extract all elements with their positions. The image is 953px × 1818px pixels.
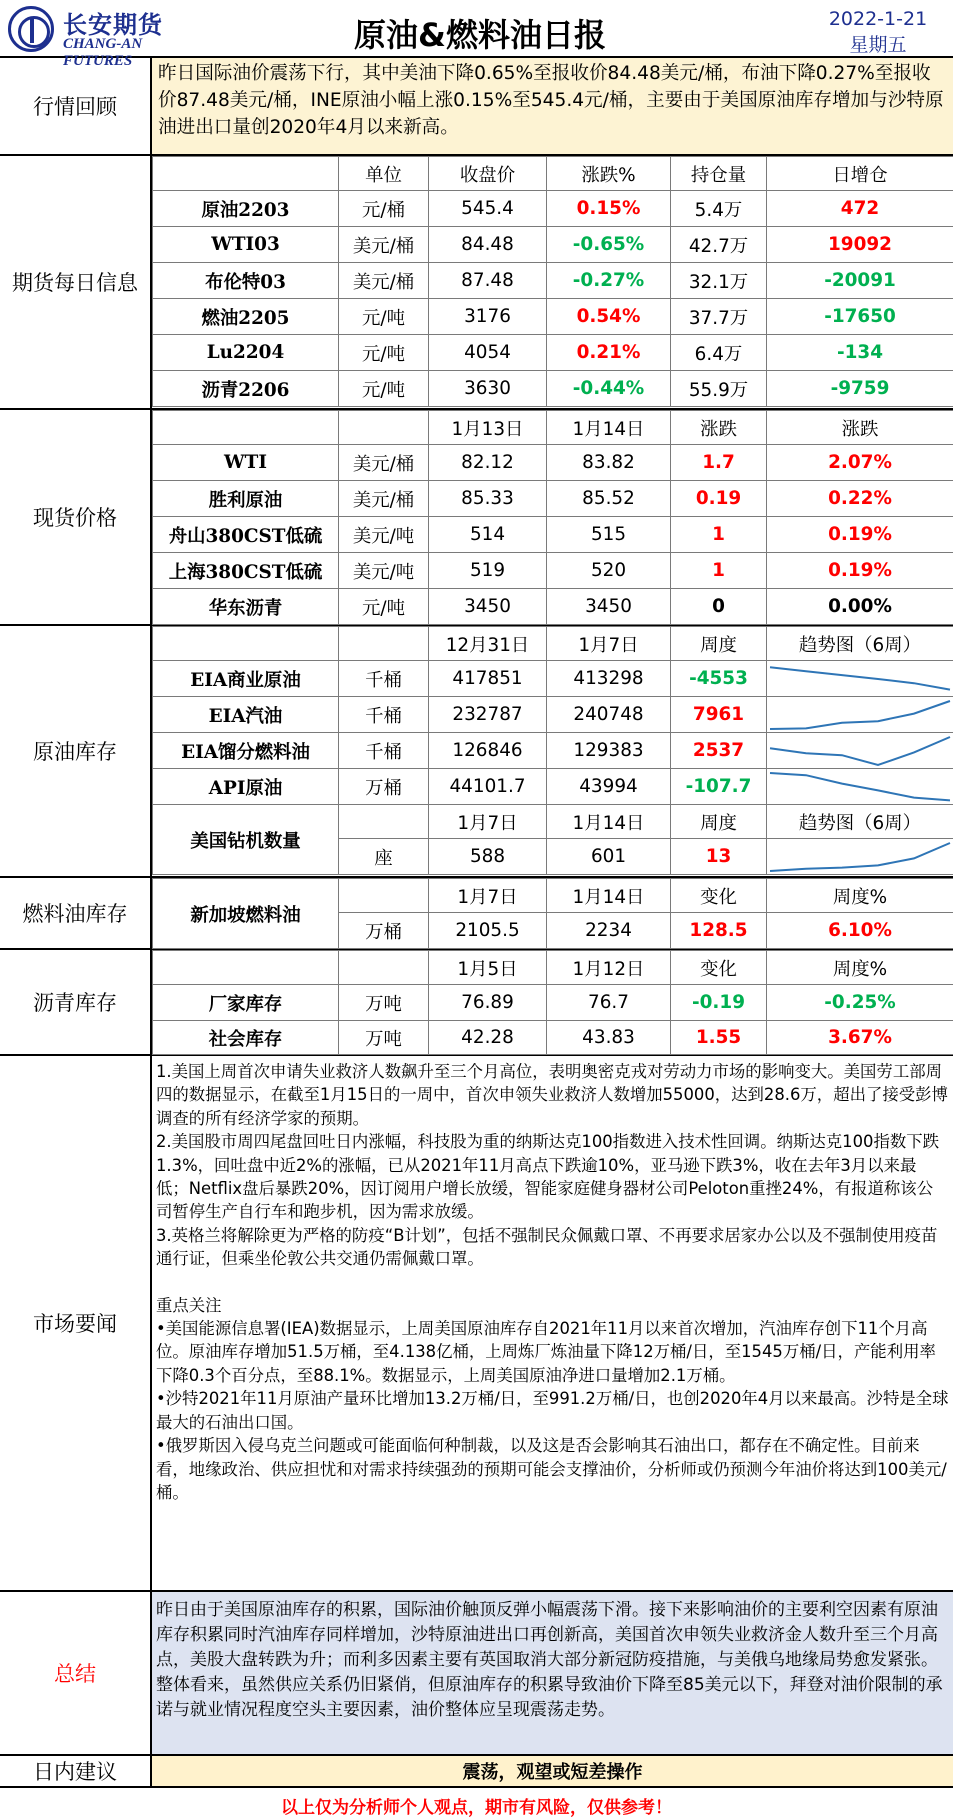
news-paragraph: •沙特2021年11月原油产量环比增加13.2万桶/日，至991.2万桶/日，也创2020年4月以来最高。沙特是全球最大的石油出口国。	[156, 1387, 949, 1434]
table-row	[153, 227, 953, 263]
column-header: 涨跌	[671, 411, 767, 445]
daily-oi-change-cell: 472	[767, 191, 953, 227]
report-weekday: 星期五	[803, 32, 953, 58]
change-cell: 0.54%	[547, 299, 671, 335]
company-name-cn: 长安期货	[63, 5, 163, 40]
daily-oi-change-cell: -17650	[767, 299, 953, 335]
change-pct-cell: 0.22%	[767, 481, 953, 517]
price-day2-cell: 85.52	[547, 481, 671, 517]
spot-name: 舟山380CST低硫	[153, 517, 339, 553]
change-pct-cell: 0.19%	[767, 553, 953, 589]
news-paragraph: •美国能源信息署(IEA)数据显示，上周美国原油库存自2021年11月以来首次增加，汽油库存创下11个月高位。原油库存增加51.5万桶，至4.138亿桶，上周炼厂炼油量下降12万桶/日，至1545万桶/日，产能利用率下降0.3个百分点，至88.1%。数据显示，上周美国原油净进口量增加2.1万桶。	[156, 1317, 949, 1387]
table-row	[153, 481, 953, 517]
value-week1-cell: 417851	[429, 661, 547, 697]
value-week1-cell: 588	[429, 839, 547, 875]
trend-cell	[767, 839, 953, 875]
price-day1-cell: 519	[429, 553, 547, 589]
advice-text: 震荡，观望或短差操作	[463, 1758, 643, 1784]
section-label: 燃料油库存	[0, 878, 152, 948]
daily-oi-change-cell: 19092	[767, 227, 953, 263]
contract-name: Lu2204	[153, 335, 339, 371]
change-pct-cell: -0.25%	[767, 985, 953, 1021]
trend-cell	[767, 733, 953, 769]
open-interest-cell: 42.7万	[671, 227, 767, 263]
price-day1-cell: 3450	[429, 589, 547, 625]
weekly-change-cell: 7961	[671, 697, 767, 733]
report-title: 原油&燃料油日报	[300, 10, 660, 56]
contract-name: 沥青2206	[153, 371, 339, 407]
change-cell: -0.27%	[547, 263, 671, 299]
unit-cell: 万桶	[339, 913, 429, 949]
column-header: 1月13日	[429, 411, 547, 445]
column-header: 1月14日	[547, 411, 671, 445]
column-header: 12月31日	[429, 627, 547, 661]
column-header: 1月7日	[547, 627, 671, 661]
spot-name: 华东沥青	[153, 589, 339, 625]
unit-cell: 美元/吨	[339, 517, 429, 553]
asphalt-stock-table	[152, 950, 953, 1055]
unit-cell: 元/吨	[339, 335, 429, 371]
news-paragraph: 2.美国股市周四尾盘回吐日内涨幅，科技股为重的纳斯达克100指数进入技术性回调。纳斯达克100指数下跌1.3%，回吐盘中近2%的涨幅，已从2021年11月高点下跌逾10%，亚马逊下跌3%，收在去年3月以来最低；Netflix盘后暴跌20%，因订阅用户增长放缓，智能家庭健身器材公司Peloton重挫24%，有报道称该公司暂停生产自行车和跑步机，因为需求放缓。	[156, 1130, 949, 1224]
column-header	[153, 157, 339, 191]
section-label: 总结	[0, 1592, 152, 1754]
inventory-name: EIA商业原油	[153, 661, 339, 697]
column-header	[339, 951, 429, 985]
asphalt-stock-section	[0, 950, 953, 1056]
trend-cell	[767, 661, 953, 697]
inventory-name: 社会库存	[153, 1021, 339, 1055]
value-week2-cell: 43.83	[547, 1021, 671, 1055]
trend-sparkline	[767, 734, 953, 768]
futures-table-wrap	[152, 156, 953, 408]
futures-section	[0, 156, 953, 410]
contract-name: 原油2203	[153, 191, 339, 227]
table-row	[153, 299, 953, 335]
focus-heading: 重点关注	[156, 1294, 949, 1317]
unit-cell: 千桶	[339, 733, 429, 769]
news-paragraph: •俄罗斯因入侵乌克兰问题或可能面临何种制裁，以及这是否会影响其石油出口，都存在不确定性。目前来看，地缘政治、供应担忧和对需求持续强劲的预期可能会支撑油价，分析师或仍预测今年油价将达到100美元/桶。	[156, 1434, 949, 1504]
price-day2-cell: 515	[547, 517, 671, 553]
change-pct-cell: 6.10%	[767, 913, 953, 949]
trend-sparkline	[767, 698, 953, 732]
value-week2-cell: 240748	[547, 697, 671, 733]
table-row	[153, 1021, 953, 1055]
column-header: 涨跌	[767, 411, 953, 445]
unit-cell: 万桶	[339, 769, 429, 805]
unit-cell: 千桶	[339, 661, 429, 697]
value-week1-cell: 232787	[429, 697, 547, 733]
spot-name: 上海380CST低硫	[153, 553, 339, 589]
table-row	[153, 553, 953, 589]
trend-line	[770, 843, 950, 871]
news-paragraph: 1.美国上周首次申请失业救济人数飙升至三个月高位，表明奥密克戎对劳动力市场的影响变大。美国劳工部周四的数据显示，在截至1月15日的一周中，首次申领失业救济人数增加55000，达到28.6万，超出了接受彭博调查的所有经济学家的预期。	[156, 1060, 949, 1130]
asphalt-stock-table-wrap	[152, 950, 953, 1054]
close-cell: 84.48	[429, 227, 547, 263]
change-pct-cell: 3.67%	[767, 1021, 953, 1055]
summary-text: 昨日由于美国原油库存的积累，国际油价触顶反弹小幅震荡下滑。接下来影响油价的主要利空因素有原油库存积累同时汽油库存同样增加，沙特原油进出口再创新高，美国首次申领失业救济金人数升至三个月高点，美股大盘转跌为升；而利多因素主要有英国取消大部分新冠防疫措施，与美俄乌地缘局势愈发紧张。整体看来，虽然供应关系仍旧紧俏，但原油库存的积累导致油价下降至85美元以下，拜登对油价限制的承诺与就业情况程度空头主要因素，油价整体应呈现震荡走势。	[152, 1592, 953, 1723]
fuel-stock-table	[152, 878, 953, 949]
column-header: 持仓量	[671, 157, 767, 191]
fuel-oil-stock-section	[0, 878, 953, 950]
table-row	[153, 517, 953, 553]
section-label: 原油库存	[0, 626, 152, 876]
inventory-name: EIA汽油	[153, 697, 339, 733]
summary-section	[0, 1592, 953, 1756]
unit-cell: 万吨	[339, 985, 429, 1021]
crude-stock-table	[152, 626, 953, 875]
inventory-name: 新加坡燃料油	[153, 879, 339, 949]
spot-name: WTI	[153, 445, 339, 481]
weekly-change-cell: -4553	[671, 661, 767, 697]
table-row	[153, 769, 953, 805]
column-header	[339, 411, 429, 445]
inventory-name: EIA馏分燃料油	[153, 733, 339, 769]
value-week1-cell: 44101.7	[429, 769, 547, 805]
unit-cell: 美元/桶	[339, 481, 429, 517]
daily-oi-change-cell: -9759	[767, 371, 953, 407]
unit-cell: 元/吨	[339, 299, 429, 335]
unit-cell: 元/吨	[339, 589, 429, 625]
column-header: 1月7日	[429, 879, 547, 913]
close-cell: 3176	[429, 299, 547, 335]
news-paragraph: 3.英格兰将解除更为严格的防疫“B计划”，包括不强制民众佩戴口罩、不再要求居家办公以及不强制使用疫苗通行证，但乘坐伦敦公共交通仍需佩戴口罩。	[156, 1224, 949, 1271]
trend-cell	[767, 769, 953, 805]
advice-body	[152, 1756, 953, 1786]
price-day2-cell: 83.82	[547, 445, 671, 481]
close-cell: 3630	[429, 371, 547, 407]
value-week2-cell: 601	[547, 839, 671, 875]
logo-emblem-icon	[8, 6, 54, 52]
table-row	[153, 371, 953, 407]
column-header: 1月12日	[547, 951, 671, 985]
trend-line	[770, 737, 950, 765]
weekly-change-cell: 13	[671, 839, 767, 875]
crude-stock-table-wrap	[152, 626, 953, 876]
value-week2-cell: 2234	[547, 913, 671, 949]
fuel-stock-table-wrap	[152, 878, 953, 948]
table-header-row	[153, 879, 953, 913]
change-cell: 128.5	[671, 913, 767, 949]
intraday-advice-section	[0, 1756, 953, 1788]
unit-cell: 元/吨	[339, 371, 429, 407]
open-interest-cell: 6.4万	[671, 335, 767, 371]
change-pct-cell: 0.19%	[767, 517, 953, 553]
trend-line	[770, 667, 950, 689]
column-header	[339, 627, 429, 661]
table-header-row	[153, 627, 953, 661]
spot-table	[152, 410, 953, 625]
value-week2-cell: 413298	[547, 661, 671, 697]
price-day2-cell: 3450	[547, 589, 671, 625]
column-header: 变化	[671, 951, 767, 985]
contract-name: 燃油2205	[153, 299, 339, 335]
unit-cell: 美元/吨	[339, 553, 429, 589]
unit-cell: 美元/桶	[339, 227, 429, 263]
value-week2-cell: 76.7	[547, 985, 671, 1021]
price-day1-cell: 514	[429, 517, 547, 553]
summary-body	[152, 1592, 953, 1754]
price-day2-cell: 520	[547, 553, 671, 589]
section-label: 日内建议	[0, 1756, 152, 1786]
table-header-row	[153, 951, 953, 985]
crude-stock-section	[0, 626, 953, 878]
change-cell: 1	[671, 517, 767, 553]
section-label: 市场要闻	[0, 1056, 152, 1590]
change-cell: 0.21%	[547, 335, 671, 371]
value-week1-cell: 2105.5	[429, 913, 547, 949]
unit-cell: 美元/桶	[339, 445, 429, 481]
section-label: 期货每日信息	[0, 156, 152, 408]
column-header	[153, 951, 339, 985]
report-date-block	[803, 6, 953, 58]
close-cell: 87.48	[429, 263, 547, 299]
column-header	[153, 627, 339, 661]
table-header-row	[153, 805, 953, 839]
close-cell: 4054	[429, 335, 547, 371]
table-row	[153, 445, 953, 481]
change-cell: -0.65%	[547, 227, 671, 263]
news-spacer	[156, 1271, 949, 1294]
change-pct-cell: 0.00%	[767, 589, 953, 625]
trend-cell	[767, 697, 953, 733]
company-name-en: CHANG-AN FUTURES	[63, 36, 208, 70]
table-row	[153, 985, 953, 1021]
futures-table	[152, 156, 953, 407]
market-news-body	[152, 1056, 953, 1590]
report-date: 2022-1-21	[803, 6, 953, 32]
column-header: 周度	[671, 627, 767, 661]
disclaimer-footer: 以上仅为分析师个人观点，期市有风险，仅供参考！	[0, 1793, 953, 1817]
weekly-change-cell: 2537	[671, 733, 767, 769]
column-header	[339, 805, 429, 839]
rig-count-name: 美国钻机数量	[153, 805, 339, 875]
change-cell: 0.15%	[547, 191, 671, 227]
column-header: 日增仓	[767, 157, 953, 191]
unit-cell: 千桶	[339, 697, 429, 733]
value-week2-cell: 129383	[547, 733, 671, 769]
change-cell: -0.44%	[547, 371, 671, 407]
section-label: 行情回顾	[0, 58, 152, 154]
value-week1-cell: 76.89	[429, 985, 547, 1021]
open-interest-cell: 5.4万	[671, 191, 767, 227]
open-interest-cell: 32.1万	[671, 263, 767, 299]
close-cell: 545.4	[429, 191, 547, 227]
column-header: 趋势图（6周）	[767, 627, 953, 661]
section-label: 沥青库存	[0, 950, 152, 1054]
table-row	[153, 263, 953, 299]
trend-sparkline	[767, 662, 953, 696]
price-day1-cell: 82.12	[429, 445, 547, 481]
column-header: 1月5日	[429, 951, 547, 985]
daily-oi-change-cell: -134	[767, 335, 953, 371]
change-pct-cell: 2.07%	[767, 445, 953, 481]
spot-table-wrap	[152, 410, 953, 624]
value-week1-cell: 42.28	[429, 1021, 547, 1055]
inventory-name: 厂家库存	[153, 985, 339, 1021]
contract-name: 布伦特03	[153, 263, 339, 299]
column-header: 单位	[339, 157, 429, 191]
market-review-text: 昨日国际油价震荡下行，其中美油下降0.65%至报收价84.48美元/桶，布油下降0.27%至报收价87.48美元/桶，INE原油小幅上涨0.15%至545.4元/桶，主要由于美国原油库存增加与沙特原油进出口量创2020年4月以来新高。	[152, 58, 953, 141]
column-header: 1月14日	[547, 805, 671, 839]
market-news-section	[0, 1056, 953, 1592]
table-row	[153, 697, 953, 733]
change-cell: 0	[671, 589, 767, 625]
trend-line	[770, 773, 950, 800]
table-row	[153, 191, 953, 227]
column-header: 周度%	[767, 951, 953, 985]
contract-name: WTI03	[153, 227, 339, 263]
change-cell: 1.7	[671, 445, 767, 481]
market-review-section	[0, 58, 953, 156]
table-row	[153, 733, 953, 769]
unit-cell: 元/桶	[339, 191, 429, 227]
change-cell: 0.19	[671, 481, 767, 517]
report-header	[0, 0, 953, 58]
market-news-text	[152, 1056, 953, 1504]
trend-sparkline	[767, 770, 953, 804]
change-cell: -0.19	[671, 985, 767, 1021]
open-interest-cell: 55.9万	[671, 371, 767, 407]
column-header: 周度%	[767, 879, 953, 913]
column-header	[153, 411, 339, 445]
column-header: 1月7日	[429, 805, 547, 839]
column-header: 涨跌%	[547, 157, 671, 191]
price-day1-cell: 85.33	[429, 481, 547, 517]
change-cell: 1.55	[671, 1021, 767, 1055]
trend-line	[770, 701, 950, 729]
unit-cell: 座	[339, 839, 429, 875]
column-header: 1月14日	[547, 879, 671, 913]
value-week2-cell: 43994	[547, 769, 671, 805]
column-header: 周度	[671, 805, 767, 839]
daily-oi-change-cell: -20091	[767, 263, 953, 299]
open-interest-cell: 37.7万	[671, 299, 767, 335]
company-logo	[8, 4, 208, 54]
table-row	[153, 335, 953, 371]
table-row	[153, 661, 953, 697]
table-header-row	[153, 157, 953, 191]
market-review-body	[152, 58, 953, 154]
unit-cell: 万吨	[339, 1021, 429, 1055]
trend-sparkline	[767, 840, 953, 874]
section-label: 现货价格	[0, 410, 152, 624]
column-header: 收盘价	[429, 157, 547, 191]
spot-name: 胜利原油	[153, 481, 339, 517]
column-header: 趋势图（6周）	[767, 805, 953, 839]
inventory-name: API原油	[153, 769, 339, 805]
value-week1-cell: 126846	[429, 733, 547, 769]
weekly-change-cell: -107.7	[671, 769, 767, 805]
unit-cell: 美元/桶	[339, 263, 429, 299]
change-cell: 1	[671, 553, 767, 589]
spot-price-section	[0, 410, 953, 626]
column-header	[339, 879, 429, 913]
table-header-row	[153, 411, 953, 445]
column-header: 变化	[671, 879, 767, 913]
table-row	[153, 589, 953, 625]
